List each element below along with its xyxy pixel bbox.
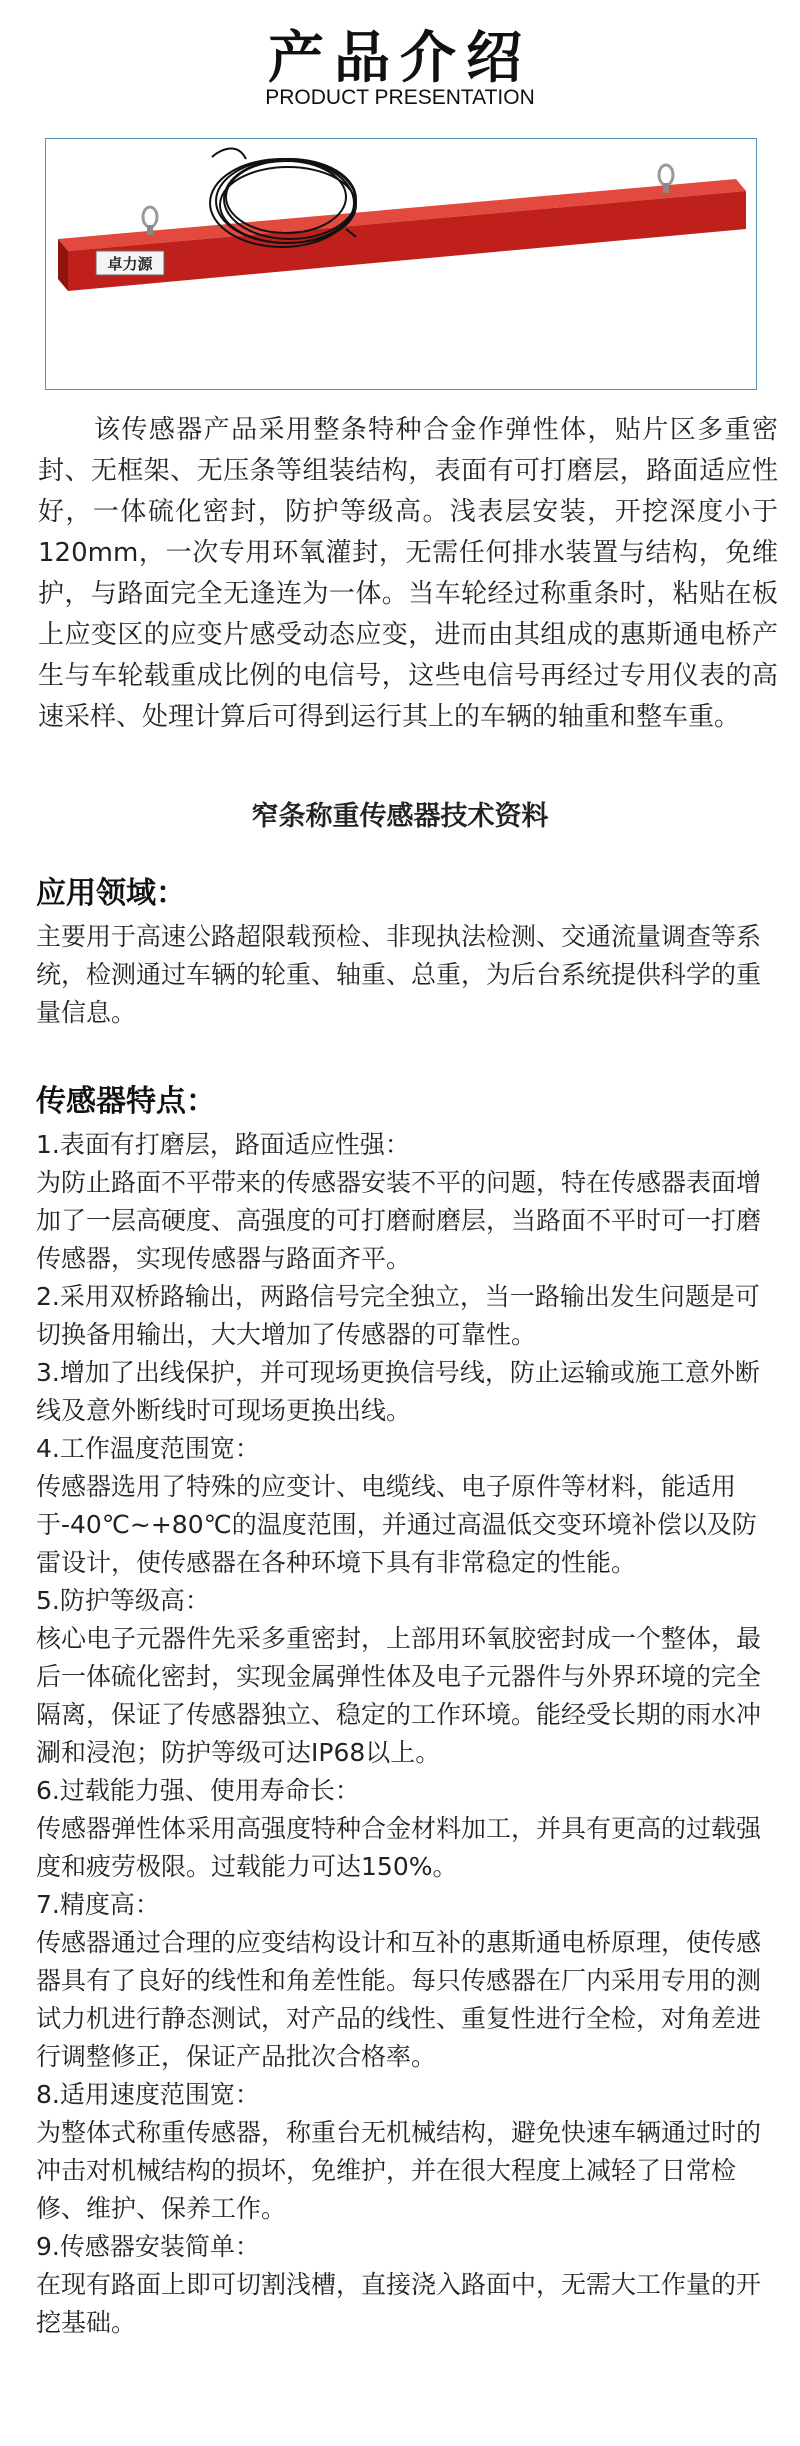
features-heading: 传感器特点： xyxy=(36,1084,216,1119)
feature-body: 为防止路面不平带来的传感器安装不平的问题，特在传感器表面增加了一层高硬度、高强度的可打磨耐磨层，当路面不平时可一打磨传感器，实现传感器与路面齐平。 xyxy=(36,1168,762,1273)
feature-item-7 xyxy=(36,1886,776,2076)
feature-body: 核心电子元器件先采多重密封，上部用环氧胶密封成一个整体，最后一体硫化密封，实现金属弹性体及电子元器件与外界环境的完全隔离，保证了传感器独立、稳定的工作环境。能经受长期的雨水冲涮和浸泡；防护等级可达IP68以上。 xyxy=(36,1624,762,1767)
feature-body: 传感器弹性体采用高强度特种合金材料加工，并具有更高的过载强度和疲劳极限。过载能力可达150%。 xyxy=(36,1814,762,1881)
lifting-eye-icon xyxy=(659,165,673,185)
lifting-eye-icon xyxy=(143,207,157,227)
product-photo xyxy=(45,138,757,390)
feature-item-1 xyxy=(36,1126,776,1278)
feature-title: 4.工作温度范围宽： xyxy=(36,1434,260,1463)
feature-item-3 xyxy=(36,1354,776,1430)
application-body: 主要用于高速公路超限载预检、非现执法检测、交通流量调查等系统，检测通过车辆的轮重、轴重、总重，为后台系统提供科学的重量信息。 xyxy=(36,922,762,1027)
feature-list xyxy=(36,1126,776,2342)
feature-item-9 xyxy=(36,2228,776,2342)
intro-paragraph: 该传感器产品采用整条特种合金作弹性体，贴片区多重密封、无框架、无压条等组装结构，表面有可打磨层，路面适应性好，一体硫化密封，防护等级高。浅表层安装，开挖深度小于120mm，一次专用环氧灌封，无需任何排水装置与结构，免维护，与路面完全无逢连为一体。当车轮经过称重条时，粘贴在板上应变区的应变片感受动态应变，进而由其组成的惠斯通电桥产生与车轮载重成比例的电信号，这些电信号再经过专用仪表的高速采样、处理计算后可得到运行其上的车辆的轴重和整车重。 xyxy=(38,415,778,732)
feature-body: 传感器选用了特殊的应变计、电缆线、电子原件等材料，能适用于-40℃~+80℃的温度范围，并通过高温低交变环境补偿以及防雷设计，使传感器在各种环境下具有非常稳定的性能。 xyxy=(36,1472,757,1577)
feature-title: 8.适用速度范围宽： xyxy=(36,2080,260,2109)
feature-body: 传感器通过合理的应变结构设计和互补的惠斯通电桥原理，使传感器具有了良好的线性和角差性能。每只传感器在厂内采用专用的测试力机进行静态测试，对产品的线性、重复性进行全检，对角差进行调整修正，保证产品批次合格率。 xyxy=(36,1928,762,2071)
feature-item-4 xyxy=(36,1430,776,1582)
feature-title: 1.表面有打磨层，路面适应性强： xyxy=(36,1130,410,1159)
feature-title: 7.精度高： xyxy=(36,1890,160,1919)
brand-label: 卓力源 xyxy=(107,255,153,273)
feature-item-2 xyxy=(36,1278,776,1354)
page-title: 产品介绍 xyxy=(268,26,532,91)
feature-title: 6.过载能力强、使用寿命长： xyxy=(36,1776,360,1805)
feature-item-8 xyxy=(36,2076,776,2228)
feature-title: 3.增加了出线保护，并可现场更换信号线，防止运输或施工意外断线及意外断线时可现场更换出线。 xyxy=(36,1358,760,1425)
feature-title: 2.采用双桥路输出，两路信号完全独立，当一路输出发生问题是可切换备用输出，大大增加了传感器的可靠性。 xyxy=(36,1282,760,1349)
application-heading: 应用领域： xyxy=(36,876,186,911)
feature-body: 为整体式称重传感器，称重台无机械结构，避免快速车辆通过时的冲击对机械结构的损坏，免维护，并在很大程度上减轻了日常检修、维护、保养工作。 xyxy=(36,2118,762,2223)
page-subtitle-en: PRODUCT PRESENTATION xyxy=(265,86,535,109)
sensor-bar-illustration xyxy=(46,139,756,389)
feature-item-6 xyxy=(36,1772,776,1886)
section-subtitle: 窄条称重传感器技术资料 xyxy=(251,801,549,832)
feature-title: 9.传感器安装简单： xyxy=(36,2232,260,2261)
feature-item-5 xyxy=(36,1582,776,1772)
feature-body: 在现有路面上即可切割浅槽，直接浇入路面中，无需大工作量的开挖基础。 xyxy=(36,2270,762,2337)
feature-title: 5.防护等级高： xyxy=(36,1586,210,1615)
